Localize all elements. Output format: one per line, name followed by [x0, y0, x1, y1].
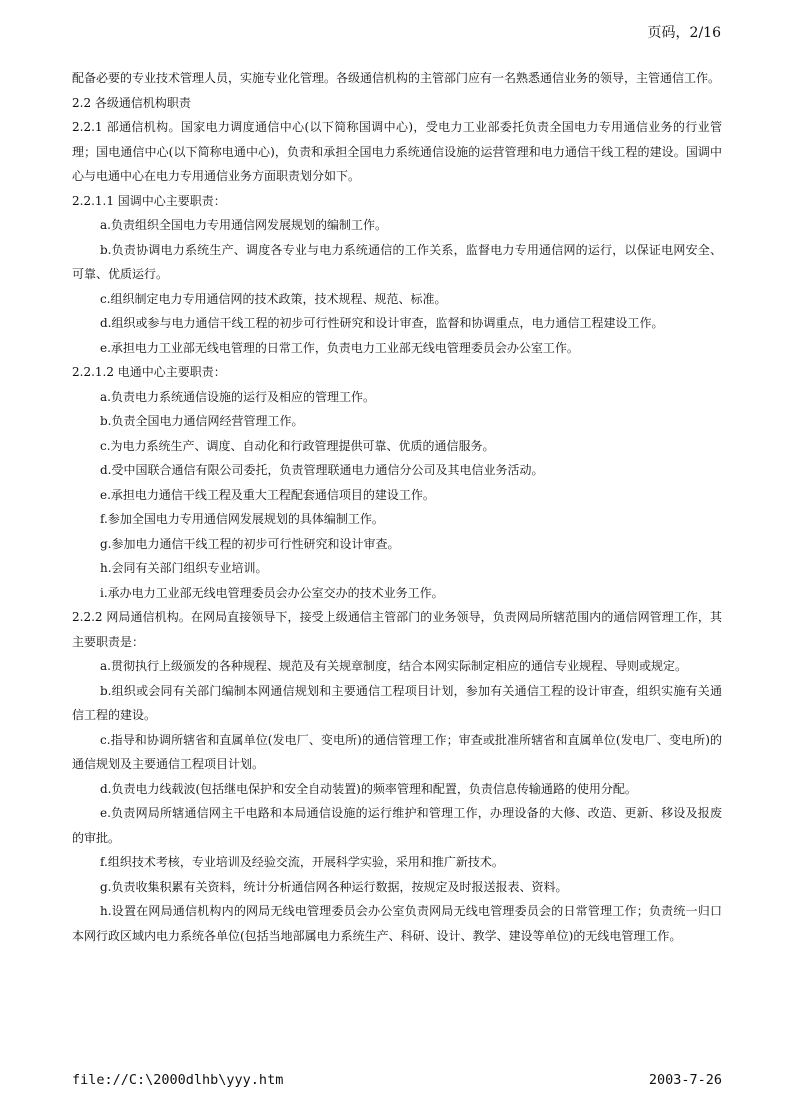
- paragraph: c.为电力系统生产、调度、自动化和行政管理提供可靠、优质的通信服务。: [100, 438, 495, 453]
- paragraph: d.受中国联合通信有限公司委托，负责管理联通电力通信分公司及其电信业务活动。: [100, 463, 544, 477]
- paragraph: c.组织制定电力专用通信网的技术政策，技术规程、规范、标准。: [100, 291, 447, 306]
- paragraph: 2.2.1 部通信机构。国家电力调度通信中心(以下简称国调中心)，受电力工业部委托负责全国电力专用通信业务的行业管理；国电通信中心(以下简称电通中心)，负责和承担全国电力系统通信设施的运营管理和电力通信干线工程的建设。国调中心与电通中心在电力专用通信业务方面职责划分如下。: [72, 120, 722, 183]
- paragraph: 2.2.2 网局通信机构。在网局直接领导下，接受上级通信主管部门的业务领导，负责网局所辖范围内的通信网管理工作，其主要职责是：: [72, 610, 722, 649]
- paragraph: a.贯彻执行上级颁发的各种规程、规范及有关规章制度，结合本网实际制定相应的通信专业规程、导则或规定。: [100, 659, 687, 673]
- paragraph: e.负责网局所辖通信网主干电路和本局通信设施的运行维护和管理工作，办理设备的大修、改造、更新、移设及报废的审批。: [72, 806, 722, 845]
- page-number: 页码，2/16: [647, 25, 721, 41]
- document-body: [72, 66, 722, 948]
- paragraph: h.会同有关部门组织专业培训。: [100, 561, 268, 575]
- paragraph: a.负责电力系统通信设施的运行及相应的管理工作。: [100, 389, 375, 404]
- paragraph: f.参加全国电力专用通信网发展规划的具体编制工作。: [100, 512, 384, 526]
- footer: [72, 1072, 722, 1088]
- paragraph: 2.2 各级通信机构职责: [72, 95, 191, 110]
- paragraph: a.负责组织全国电力专用通信网发展规划的编制工作。: [100, 218, 387, 232]
- paragraph: b.组织或会同有关部门编制本网通信规划和主要通信工程项目计划，参加有关通信工程的设计审查，组织实施有关通信工程的建设。: [72, 683, 722, 722]
- paragraph: c.指导和协调所辖省和直属单位(发电厂、变电所)的通信管理工作；审查或批准所辖省和直属单位(发电厂、变电所)的通信规划及主要通信工程项目计划。: [72, 732, 722, 771]
- paragraph: e.承担电力工业部无线电管理的日常工作，负责电力工业部无线电管理委员会办公室工作。: [100, 340, 579, 355]
- paragraph: d.组织或参与电力通信干线工程的初步可行性研究和设计审查，监督和协调重点，电力通信工程建设工作。: [100, 316, 664, 330]
- paragraph: g.负责收集积累有关资料，统计分析通信网各种运行数据，按规定及时报送报表、资料。: [100, 879, 568, 894]
- print-date: 2003-7-26: [648, 1072, 722, 1088]
- paragraph: f.组织技术考核，专业培训及经验交流，开展科学实验，采用和推广新技术。: [100, 855, 504, 869]
- file-path: file://C:\2000dlhb\yyy.htm: [72, 1072, 284, 1088]
- paragraph: 2.2.1.1 国调中心主要职责：: [72, 193, 226, 208]
- paragraph: h.设置在网局通信机构内的网局无线电管理委员会办公室负责网局无线电管理委员会的日常管理工作；负责统一归口本网行政区域内电力系统各单位(包括当地部属电力系统生产、科研、设计、教学、建设等单位)的无线电管理工作。: [72, 904, 722, 943]
- paragraph: e.承担电力通信干线工程及重大工程配套通信项目的建设工作。: [100, 487, 435, 502]
- paragraph: i.承办电力工业部无线电管理委员会办公室交办的技术业务工作。: [100, 585, 444, 600]
- paragraph: 2.2.1.2 电通中心主要职责：: [72, 365, 226, 379]
- paragraph: g.参加电力通信干线工程的初步可行性研究和设计审查。: [100, 536, 400, 551]
- paragraph: d.负责电力线载波(包括继电保护和安全自动装置)的频率管理和配置，负责信息传输通路的使用分配。: [100, 781, 637, 796]
- paragraph: b.负责全国电力通信网经营管理工作。: [100, 414, 304, 428]
- paragraph: b.负责协调电力系统生产、调度各专业与电力系统通信的工作关系，监督电力专用通信网的运行，以保证电网安全、可靠、优质运行。: [72, 242, 722, 281]
- paragraph: 配备必要的专业技术管理人员，实施专业化管理。各级通信机构的主管部门应有一名熟悉通信业务的领导，主管通信工作。: [72, 71, 721, 85]
